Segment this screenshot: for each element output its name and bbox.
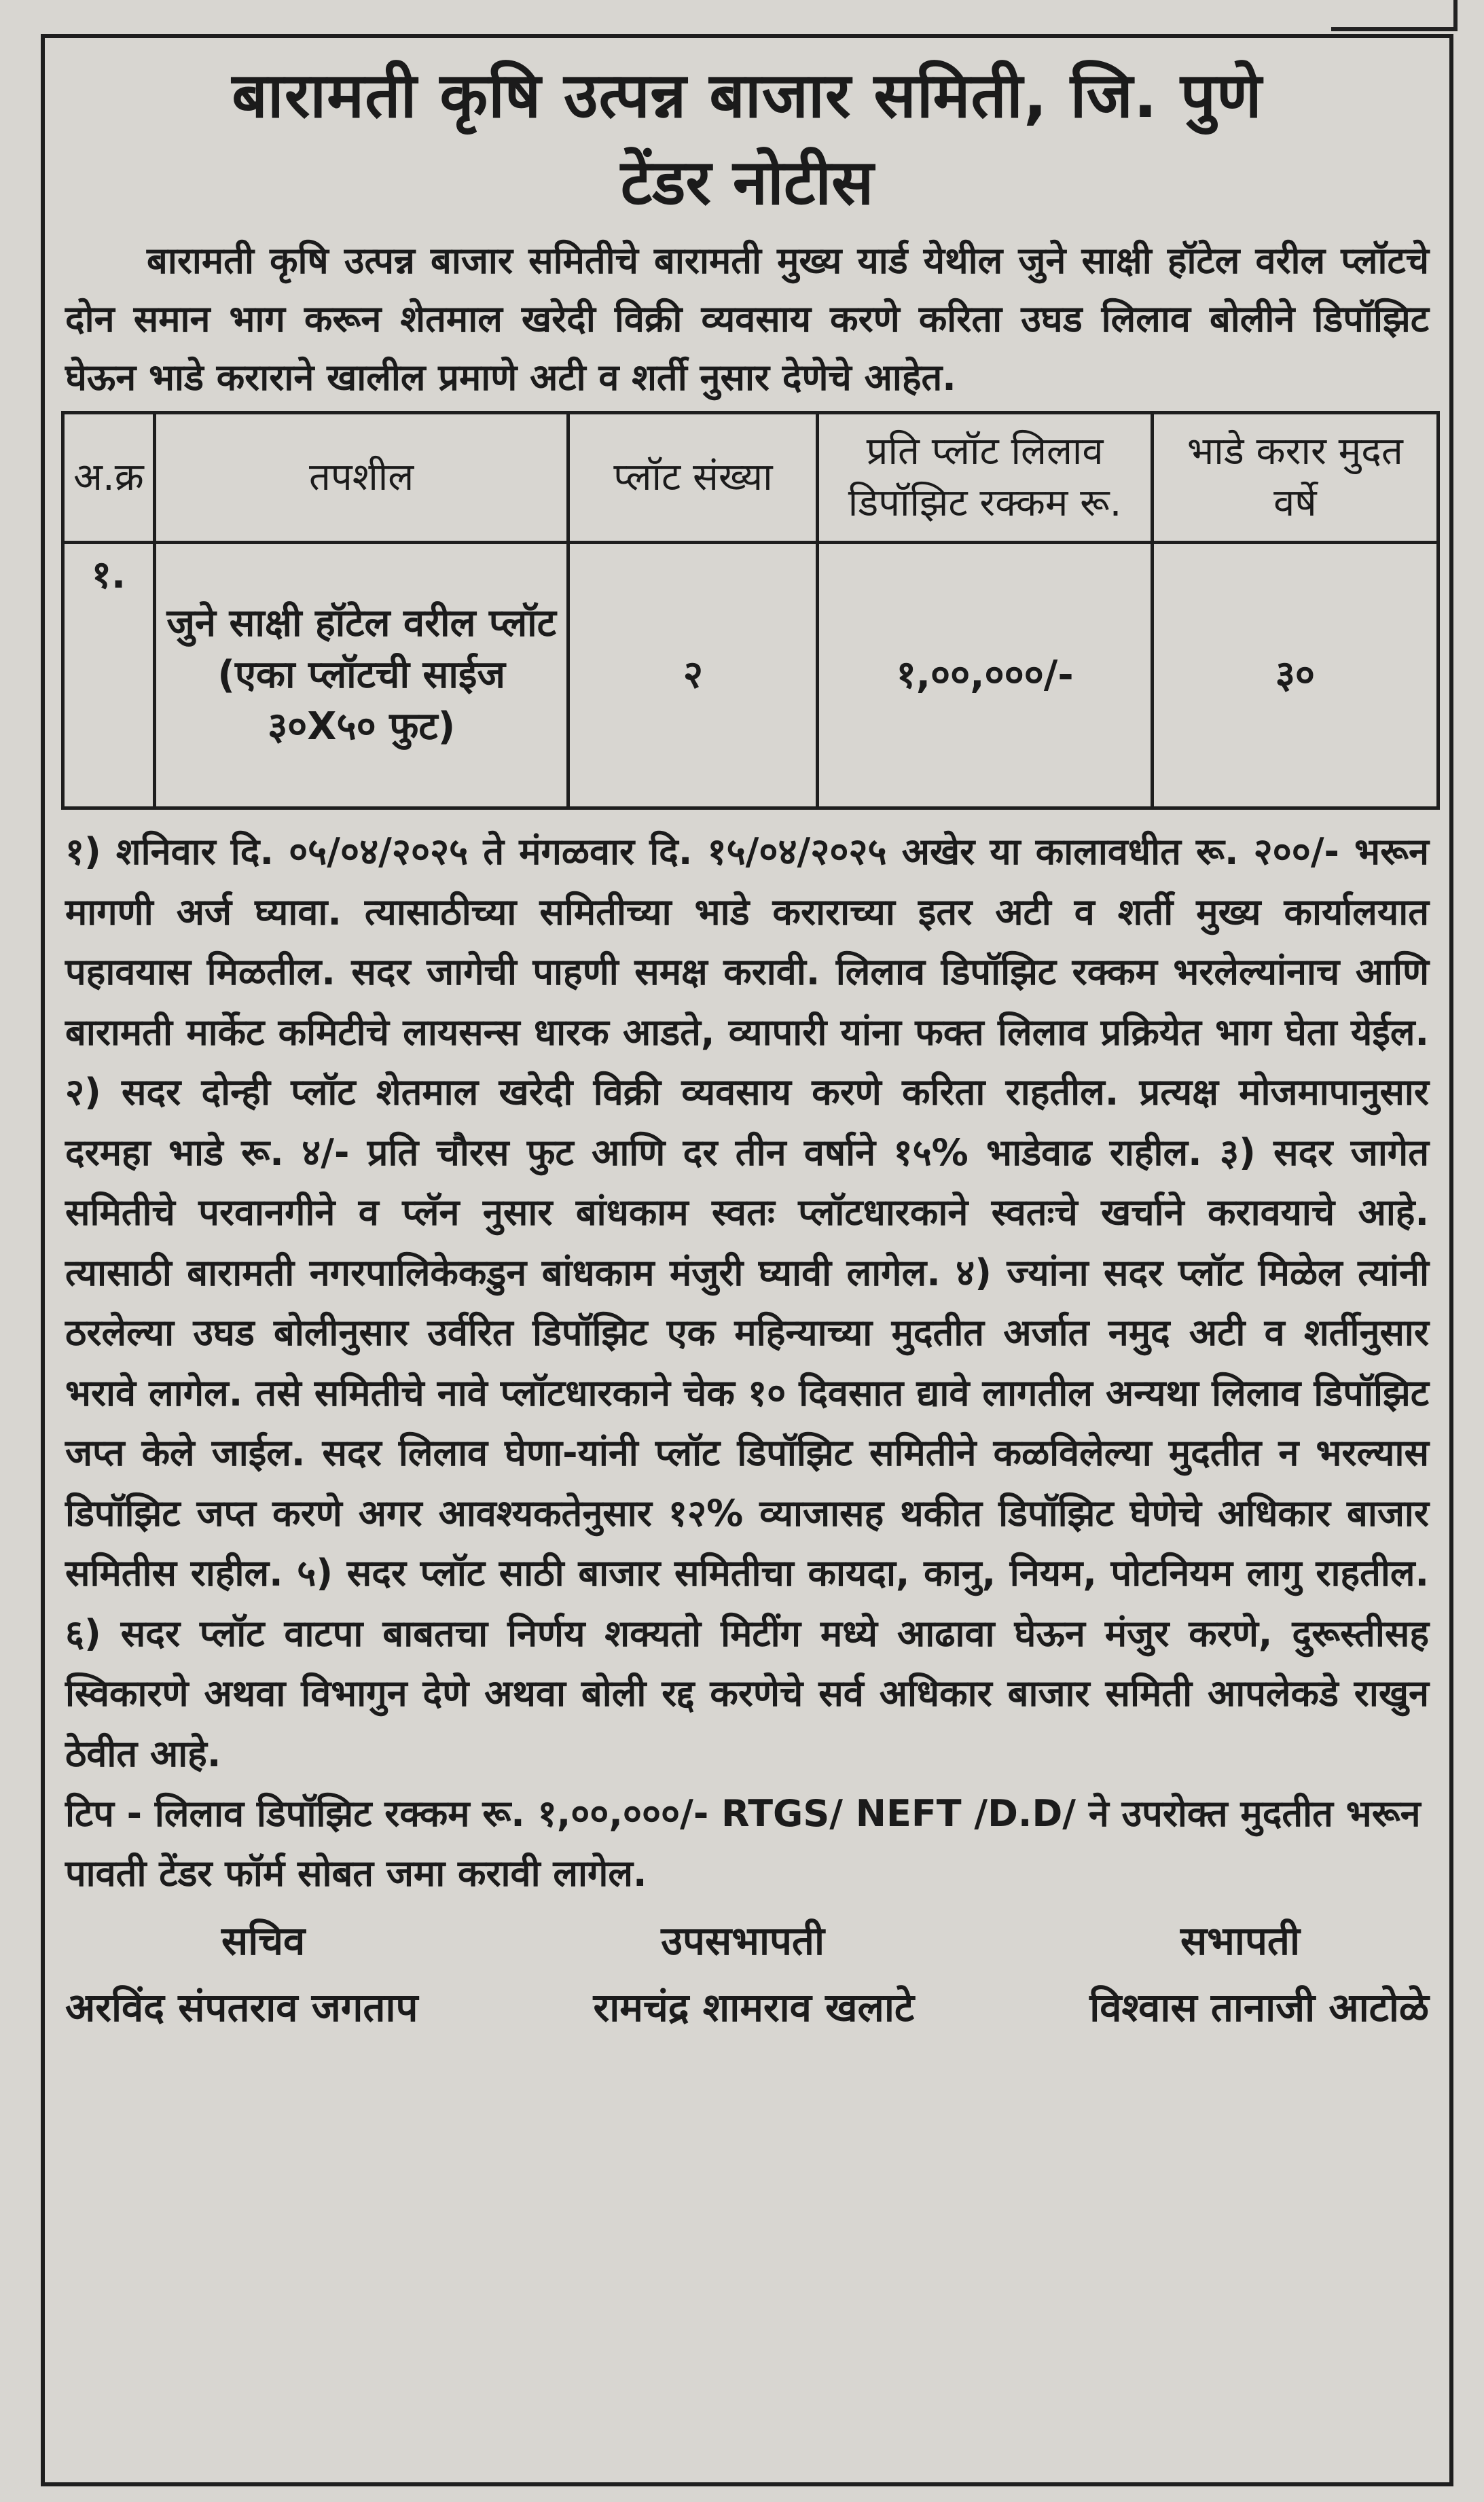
designation-vice-chairman: उपसभापती xyxy=(661,1918,825,1964)
column-rule xyxy=(1453,0,1458,31)
plot-table xyxy=(61,411,1440,810)
designation-chairman: सभापती xyxy=(1180,1918,1300,1964)
name-secretary: अरविंद संपतराव जगताप xyxy=(65,1984,418,2031)
designation-secretary: सचिव xyxy=(221,1918,306,1964)
notice-subtitle: टेंडर नोटीस xyxy=(620,146,874,219)
name-chairman: विश्वास तानाजी आटोळे xyxy=(1089,1984,1429,2031)
header-term: भाडे करार मुदत वर्षे xyxy=(1152,413,1438,543)
notice-terms: १) शनिवार दि. ०५/०४/२०२५ ते मंगळवार दि. १५/०४/२०२५ अखेर या कालावधीत रू. २००/- भरून मागणी अर्ज घ्यावा. त्यासाठीच्या समितीच्या भाडे कराराच्या इतर अटी व शर्ती मुख्य कार्यालयात पहावयास मिळतील. सदर जागेची पाहणी समक्ष करावी. लिलाव डिपॉझिट रक्कम भरलेल्यांनाच आणि बारामती मार्केट कमिटीचे लायसन्स धारक आडते, व्यापारी यांना फक्त लिलाव प्रक्रियेत भाग घेता येईल. २) सदर दोन्ही प्लॉट शेतमाल खरेदी विक्री व्यवसाय करणे करिता राहतील. प्रत्यक्ष मोजमापानुसार दरमहा भाडे रू. ४/- प्रति चौरस फुट आणि दर तीन वर्षाने १५% भाडेवाढ राहील. ३) सदर जागेत समितीचे परवानगीने व प्लॅन नुसार बांधकाम स्वतः प्लॉटधारकाने स्वतःचे खर्चाने करावयाचे आहे. त्यासाठी बारामती नगरपालिकेकडुन बांधकाम मंजुरी घ्यावी लागेल. ४) ज्यांना सदर प्लॉट मिळेल त्यांनी ठरलेल्या उघड बोलीनुसार उर्वरित डिपॉझिट एक महिन्याच्या मुदतीत अर्जात नमुद अटी व शर्तीनुसार भरावे लागेल. तसे समितीचे नावे प्लॉटधारकाने चेक १० दिवसात द्यावे लागतील अन्यथा लिलाव डिपॉझिट जप्त केले जाईल. सदर लिलाव घेणा-यांनी प्लॉट डिपॉझिट समितीने कळविलेल्या मुदतीत न भरल्यास डिपॉझिट जप्त करणे अगर आवश्यकतेनुसार १२% व्याजासह थकीत डिपॉझिट घेणेचे अधिकार बाजार समितीस राहील. ५) सदर प्लॉट साठी बाजार समितीचा कायदा, कानु, नियम, पोटनियम लागु राहतील. ६) सदर प्लॉट वाटपा बाबतचा निर्णय शक्यतो मिटींग मध्ये आढावा घेऊन मंजुर करणे, दुरूस्तीसह स्विकारणे अथवा विभागुन देणे अथवा बोली रद्द करणेचे सर्व अधिकार बाजार समिती आपलेकडे राखुन ठेवीत आहे. xyxy=(65,830,1429,1775)
name-vice-chairman: रामचंद्र शामराव खलाटे xyxy=(593,1984,915,2031)
table-row xyxy=(63,543,1438,808)
table-header-row xyxy=(63,413,1438,543)
cell-description: जुने साक्षी हॉटेल वरील प्लॉट (एका प्लॉटची साईज ३०X५० फुट) xyxy=(154,543,568,808)
tender-notice xyxy=(41,34,1453,2486)
cell-term: ३० xyxy=(1152,543,1438,808)
header-amount: प्रति प्लॉट लिलाव डिपॉझिट रक्कम रू. xyxy=(818,413,1152,543)
notice-title: बारामती कृषि उत्पन्न बाजार समिती, जि. पुणे xyxy=(232,59,1263,132)
cell-count: २ xyxy=(568,543,818,808)
signature-names xyxy=(65,1977,1429,2038)
header-description: तपशील xyxy=(154,413,568,543)
column-rule xyxy=(1331,27,1458,31)
header-sr: अ.क्र xyxy=(63,413,155,543)
signature-designations xyxy=(65,1910,1429,1971)
notice-footnote: टिप - लिलाव डिपॉझिट रक्कम रू. १,००,०००/- RTGS/ NEFT /D.D/ ने उपरोक्त मुदतीत भरून पावती टेंडर फॉर्म सोबत जमा करावी लागेल. xyxy=(65,1792,1421,1895)
notice-intro: बारामती कृषि उत्पन्न बाजार समितीचे बारामती मुख्य यार्ड येथील जुने साक्षी हॉटेल वरील प्लॉटचे दोन समान भाग करून शेतमाल खरेदी विक्री व्यवसाय करणे करिता उघड लिलाव बोलीने डिपॉझिट घेऊन भाडे कराराने खालील प्रमाणे अटी व शर्ती नुसार देणेचे आहेत. xyxy=(65,239,1429,399)
cell-sr: १. xyxy=(63,543,155,808)
cell-amount: १,००,०००/- xyxy=(818,543,1152,808)
header-count: प्लॉट संख्या xyxy=(568,413,818,543)
